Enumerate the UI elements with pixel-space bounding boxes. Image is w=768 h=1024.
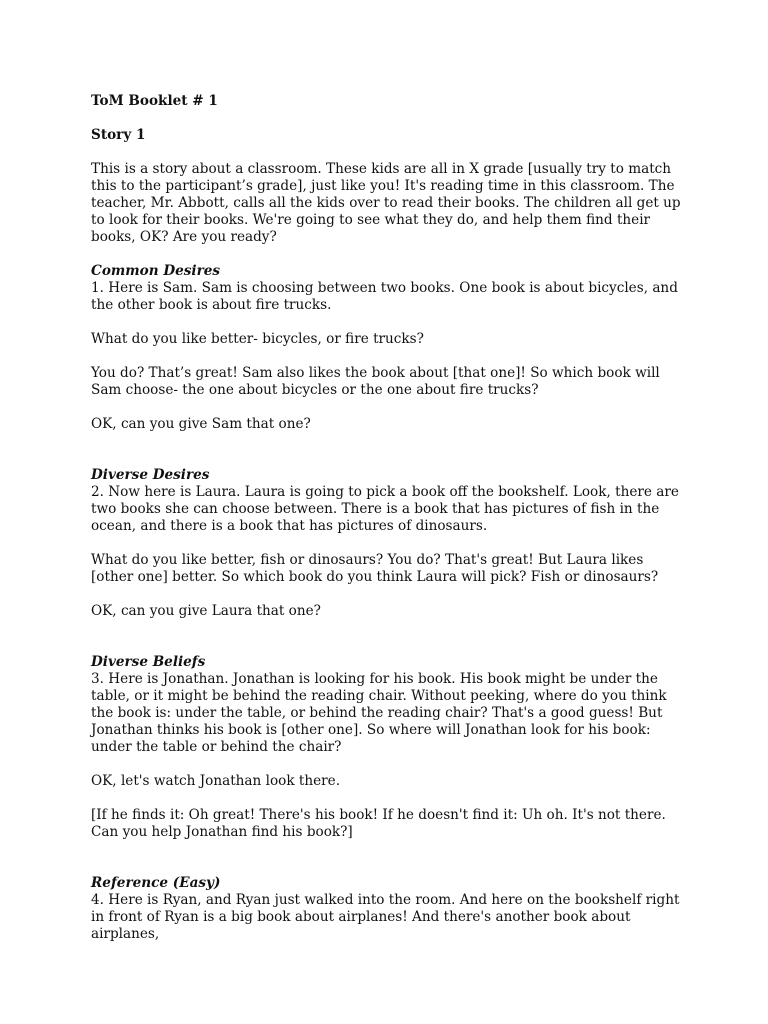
- paragraph: OK, let's watch Jonathan look there.: [91, 773, 341, 789]
- paragraph: [If he finds it: Oh great! There's his book! If he doesn't find it: Uh oh. It's not there. Can you help Jonathan find his book?]: [91, 807, 666, 840]
- paragraph: You do? That’s great! Sam also likes the book about [that one]! So which book will Sam choose- the one about bicycles or the one about fire trucks?: [91, 365, 660, 398]
- document-title: ToM Booklet # 1: [91, 93, 218, 109]
- paragraph: 3. Here is Jonathan. Jonathan is looking for his book. His book might be under the table, or it might be behind the reading chair. Without peeking, where do you think the book is: under the table, or behind the reading chair? That's a good guess! But Jonathan thinks his book is [other one]. So where will Jonathan look for his book: under the table or behind the chair?: [91, 671, 667, 755]
- paragraph: OK, can you give Sam that one?: [91, 416, 311, 432]
- paragraph: OK, can you give Laura that one?: [91, 603, 321, 619]
- section-title-diverse-desires: Diverse Desires: [91, 467, 210, 483]
- story-intro: This is a story about a classroom. These kids are all in X grade [usually try to match this to the participant’s grade], just like you! It's reading time in this classroom. The teacher, Mr. Abbott, calls all the kids over to read their books. The children all get up to look for their books. We're going to see what they do, and help them find their books, OK? Are you ready?: [91, 161, 681, 245]
- story-title: Story 1: [91, 127, 146, 143]
- paragraph: What do you like better- bicycles, or fire trucks?: [91, 331, 424, 347]
- paragraph: 1. Here is Sam. Sam is choosing between two books. One book is about bicycles, and the other book is about fire trucks.: [91, 280, 678, 313]
- paragraph: 4. Here is Ryan, and Ryan just walked into the room. And here on the bookshelf right in front of Ryan is a big book about airplanes! And there's another book about airplanes,: [91, 892, 680, 942]
- section-title-diverse-beliefs: Diverse Beliefs: [91, 654, 206, 670]
- section-title-common-desires: Common Desires: [91, 263, 221, 279]
- section-title-reference-easy: Reference (Easy): [91, 875, 221, 891]
- paragraph: What do you like better, fish or dinosaurs? You do? That's great! But Laura likes [other one] better. So which book do you think Laura will pick? Fish or dinosaurs?: [91, 552, 659, 585]
- paragraph: 2. Now here is Laura. Laura is going to pick a book off the bookshelf. Look, there are two books she can choose between. There is a book that has pictures of fish in the ocean, and there is a book that has pictures of dinosaurs.: [91, 484, 679, 534]
